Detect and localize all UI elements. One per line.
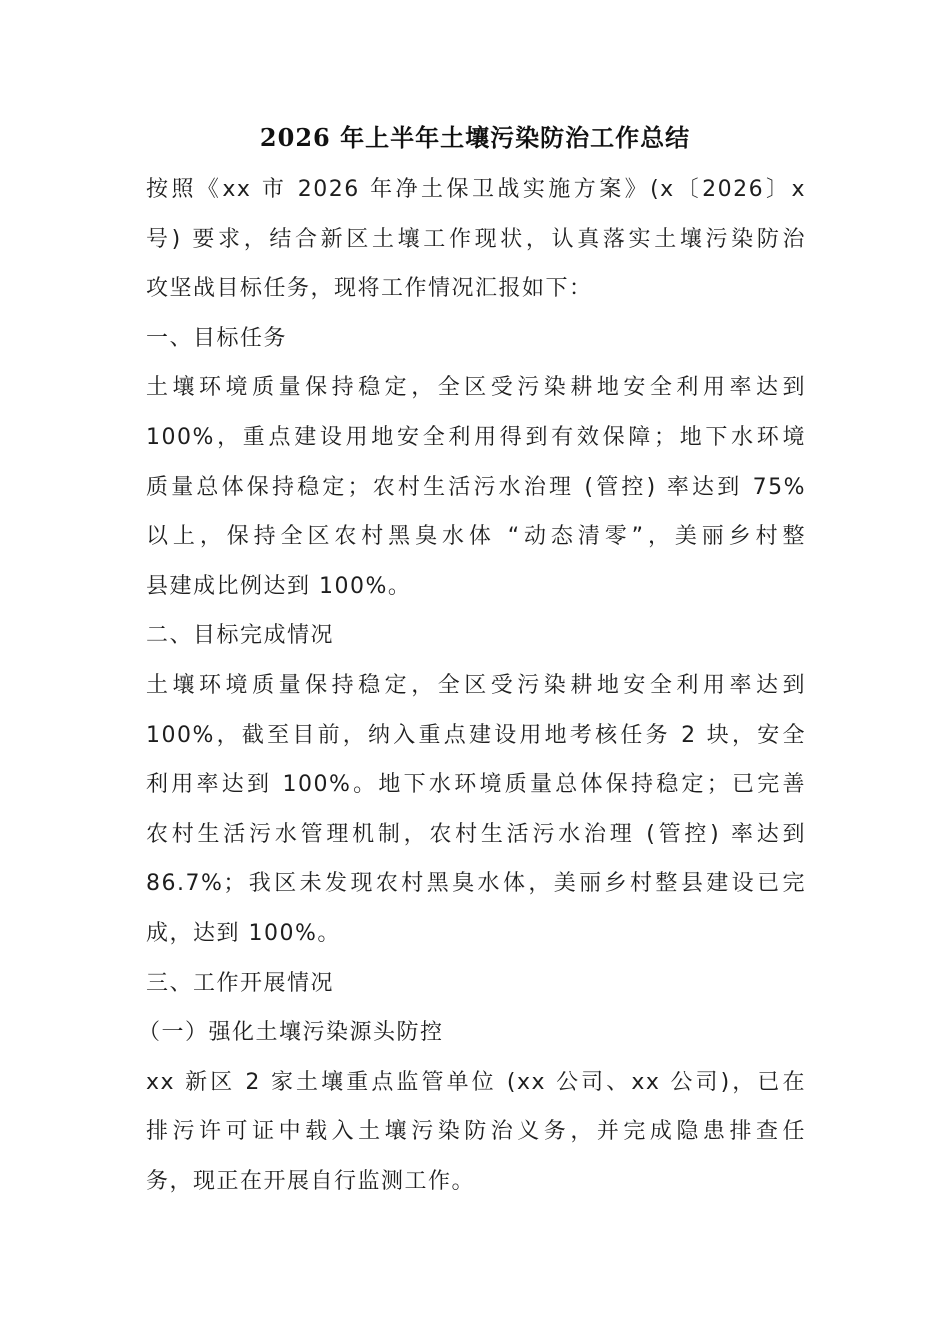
- section-heading-work: 三、工作开展情况: [146, 970, 335, 996]
- document-body: [138, 165, 806, 1206]
- text-line: xx 新区 2 家土壤重点监管单位 (xx 公司、xx 公司)，已在: [146, 1069, 806, 1095]
- targets-paragraph: [146, 363, 806, 611]
- text-line: 土壤环境质量保持稳定，全区受污染耕地安全利用率达到: [146, 672, 806, 698]
- text-line: 以上，保持全区农村黑臭水体 “动态清零”，美丽乡村整: [146, 524, 806, 550]
- text-line: 100%，重点建设用地安全利用得到有效保障；地下水环境: [146, 424, 806, 450]
- text-line: 排污许可证中载入土壤污染防治义务，并完成隐患排查任: [146, 1119, 806, 1145]
- section-heading-targets: 一、目标任务: [146, 325, 288, 351]
- text-line: 务，现正在开展自行监测工作。: [146, 1168, 476, 1194]
- text-line: 利用率达到 100%。地下水环境质量总体保持稳定；已完善: [146, 772, 806, 798]
- text-line: 质量总体保持稳定；农村生活污水治理 (管控) 率达到 75%: [146, 474, 806, 500]
- text-line: 成，达到 100%。: [146, 920, 341, 946]
- source-control-paragraph: [146, 1058, 806, 1207]
- section-heading-completion: 二、目标完成情况: [146, 623, 335, 649]
- subsection-heading-source-control: （一）强化土壤污染源头防控: [138, 1020, 444, 1046]
- text-line: 按照《xx 市 2026 年净土保卫战实施方案》(x〔2026〕x: [146, 177, 806, 202]
- text-line: 土壤环境质量保持稳定，全区受污染耕地安全利用率达到: [146, 375, 806, 401]
- text-line: 县建成比例达到 100%。: [146, 573, 412, 599]
- text-line: 号) 要求，结合新区土壤工作现状，认真落实土壤污染防治: [146, 226, 806, 252]
- document-title: 2026 年上半年土壤污染防治工作总结: [259, 123, 691, 152]
- intro-paragraph: [146, 165, 806, 314]
- text-line: 86.7%；我区未发现农村黑臭水体，美丽乡村整县建设已完: [146, 871, 806, 897]
- text-line: 农村生活污水管理机制，农村生活污水治理 (管控) 率达到: [146, 821, 806, 847]
- text-line: 攻坚战目标任务，现将工作情况汇报如下：: [146, 276, 593, 302]
- completion-paragraph: [146, 661, 806, 959]
- text-line: 100%，截至目前，纳入重点建设用地考核任务 2 块，安全: [146, 722, 806, 748]
